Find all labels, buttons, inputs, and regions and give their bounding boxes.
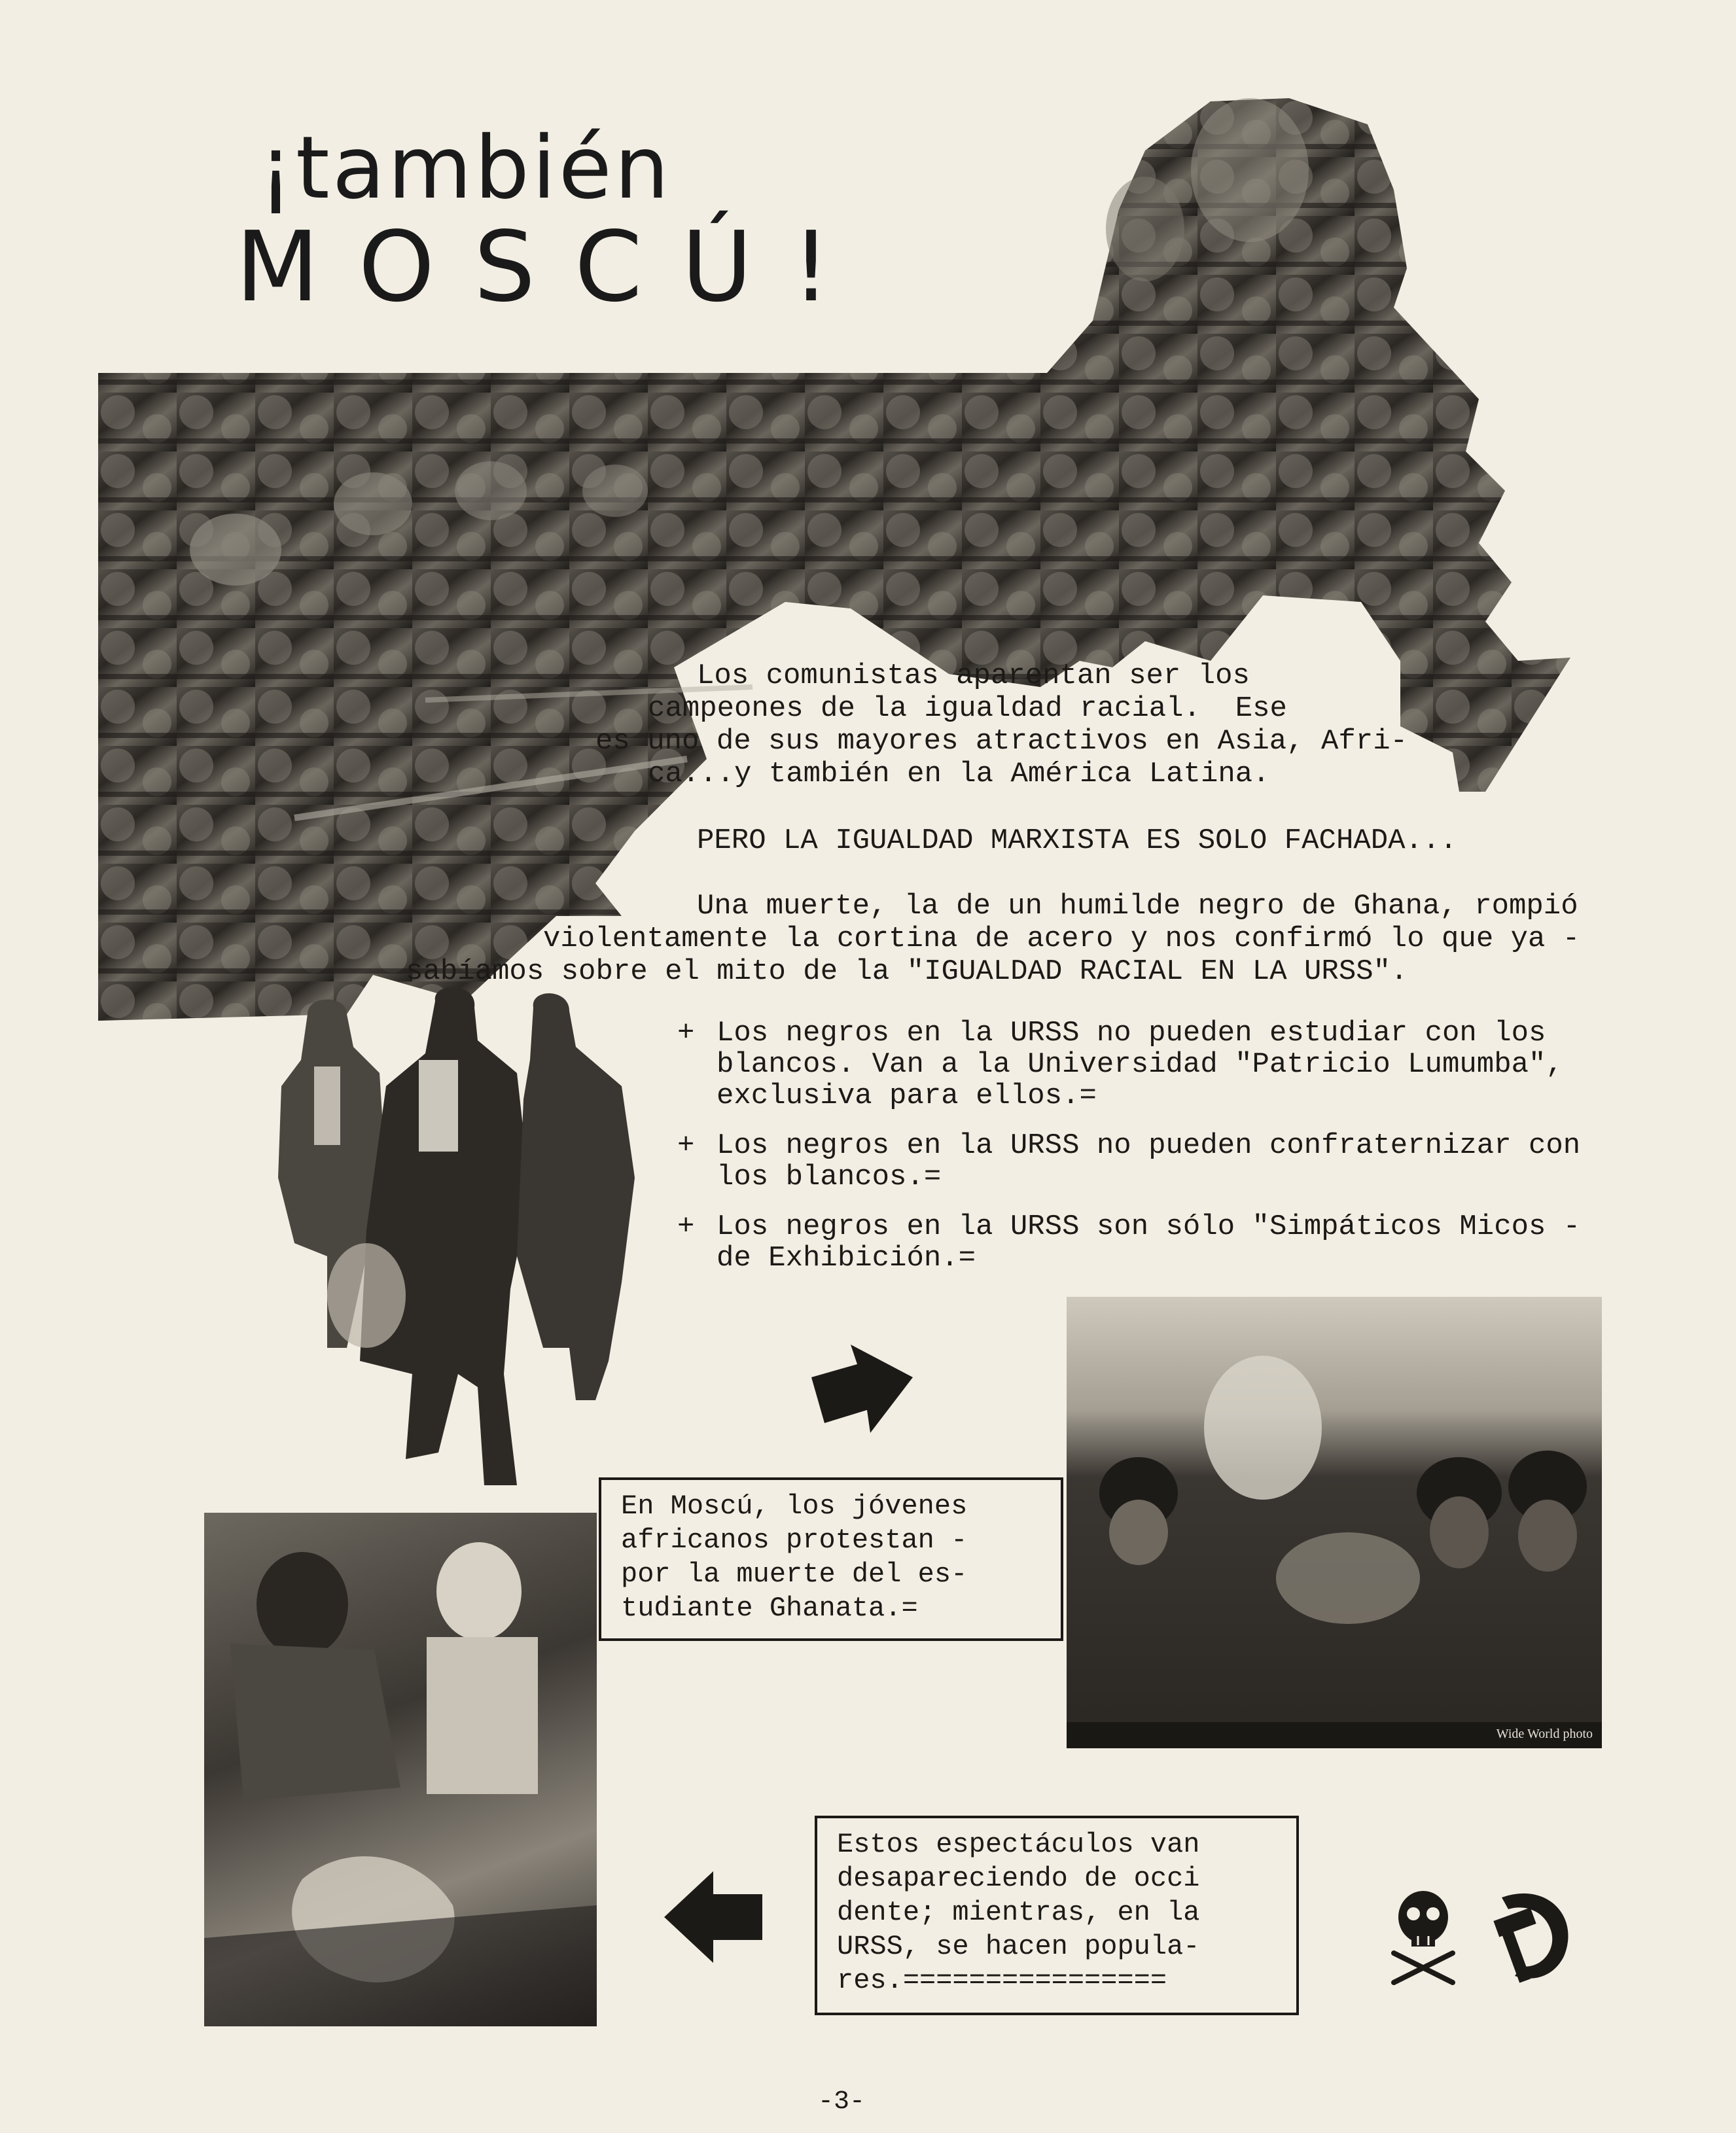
intro-line-4: ca...y también en la América Latina. <box>648 758 1270 790</box>
bullet-item <box>677 1017 1606 1112</box>
protest-figures <box>1067 1297 1602 1748</box>
bullet-line: exclusiva para ellos.= <box>717 1080 1097 1112</box>
intro-line-1: Los comunistas aparentan ser los <box>697 660 1250 692</box>
arrow-right-icon <box>805 1341 916 1439</box>
bullet-line: Los negros en la URSS no pueden confraternizar con <box>717 1129 1581 1162</box>
arrow-left-icon <box>661 1868 766 1966</box>
police-scene <box>204 1513 597 2026</box>
bullet-line: de Exhibición.= <box>717 1242 976 1275</box>
bullet-marker: + <box>677 1210 695 1243</box>
bullet-list <box>677 1017 1606 1274</box>
caption-moscow: En Moscú, los jóvenes africanos protestan - por la muerte del es- tudiante Ghanata.= <box>599 1477 1063 1641</box>
hammer-sickle-icon <box>1476 1884 1580 1989</box>
bullet-line: los blancos.= <box>717 1161 942 1193</box>
page-number: -3- <box>818 2087 866 2117</box>
bullet-line: Los negros en la URSS no pueden estudiar con los <box>717 1017 1546 1049</box>
headline: PERO LA IGUALDAD MARXISTA ES SOLO FACHADA... <box>697 824 1457 857</box>
crowd-photo-shape <box>98 98 1570 1021</box>
walking-men-photo <box>268 981 648 1505</box>
story-line-3: sabíamos sobre el mito de la "IGUALDAD RACIAL EN LA URSS". <box>406 955 1408 988</box>
figure-right <box>517 993 635 1400</box>
story-line-2: violentamente la cortina de acero y nos confirmó lo que ya - <box>543 923 1580 955</box>
bullet-marker: + <box>677 1129 695 1162</box>
bullet-marker: + <box>677 1017 695 1049</box>
intro-line-2: campeones de la igualdad racial. Ese <box>648 692 1287 725</box>
title-line2: MOSCÚ! <box>236 211 870 323</box>
bullet-item <box>677 1211 1606 1274</box>
police-dog-photo <box>204 1513 597 2026</box>
story-line-1: Una muerte, la de un humilde negro de Ghana, rompió <box>697 890 1578 923</box>
bullet-line: blancos. Van a la Universidad "Patricio Lumumba", <box>717 1048 1563 1081</box>
moscow-protest-photo <box>1067 1297 1602 1748</box>
skull-crossbones-icon <box>1384 1888 1462 1986</box>
intro-line-3: es uno de sus mayores atractivos en Asia, Afri- <box>595 725 1408 758</box>
crowd-kremlin-photo <box>98 98 1590 1027</box>
bullet-item <box>677 1130 1606 1193</box>
bullet-line: Los negros en la URSS son sólo "Simpáticos Micos - <box>717 1210 1581 1243</box>
title-line1: ¡también <box>258 118 672 219</box>
caption-west: Estos espectáculos van desapareciendo de occi dente; mientras, en la URSS, se hacen popula- res.================ <box>815 1816 1299 2015</box>
photo-credit: Wide World photo <box>1496 1727 1593 1741</box>
